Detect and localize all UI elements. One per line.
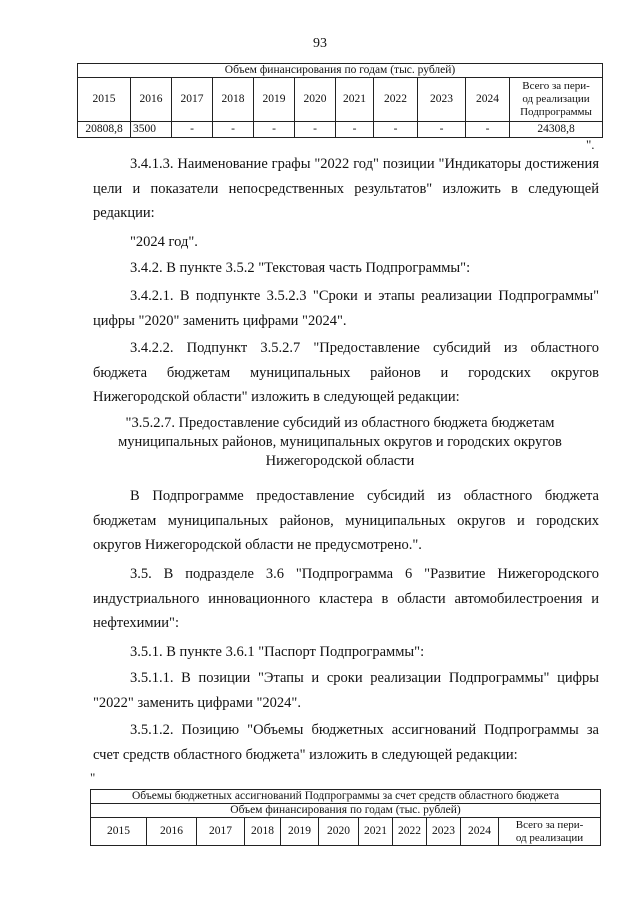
- year-value: 20808,8: [78, 122, 131, 138]
- table-caption: Объем финансирования по годам (тыс. рублей): [78, 64, 603, 78]
- year-value: -: [172, 122, 213, 138]
- paragraph-3-4-1-3: 3.4.1.3. Наименование графы "2022 год" позиции "Индикаторы достижения цели и показатели непосредственных результатов" изложить в следующей редакции:: [93, 156, 599, 221]
- year-header: 2017: [197, 818, 245, 846]
- year-header: 2022: [374, 78, 418, 122]
- paragraph-3-4-2-1: 3.4.2.1. В подпункте 3.5.2.3 "Сроки и этапы реализации Подпрограммы" цифры "2020" заменить цифрами "2024".: [93, 288, 599, 329]
- year-header: 2024: [461, 818, 499, 846]
- year-header: 2018: [213, 78, 254, 122]
- year-header: 2022: [393, 818, 427, 846]
- year-header: 2021: [336, 78, 374, 122]
- year-value: -: [466, 122, 510, 138]
- paragraph-3-5-1-2: 3.5.1.2. Позицию "Объемы бюджетных ассигнований Подпрограммы за счет средств областного бюджета" изложить в следующей редакции:: [93, 722, 599, 763]
- year-header: 2015: [78, 78, 131, 122]
- year-value: 3500: [131, 122, 172, 138]
- page-number: 93: [313, 36, 327, 51]
- financing-table-bottom: [90, 789, 601, 846]
- paragraph-subsidies: В Подпрограмме предоставление субсидий из областного бюджета бюджетам муниципальных районов, муниципальных округов и городских округов Нижегородской области не предусмотрено.".: [93, 488, 599, 553]
- table-caption: Объем финансирования по годам (тыс. рублей): [91, 804, 601, 818]
- total-header-line: од реализации: [522, 93, 590, 105]
- total-header: [510, 78, 603, 122]
- paragraph-3-5: 3.5. В подразделе 3.6 "Подпрограмма 6 "Развитие Нижегородского индустриального инновационного кластера в области автомобилестроения и нефтехимии":: [93, 566, 599, 631]
- year-value: -: [213, 122, 254, 138]
- paragraph-3-4-2-2: 3.4.2.2. Подпункт 3.5.2.7 "Предоставление субсидий из областного бюджета бюджетам муниципальных районов и городских округов Нижегородской области" изложить в следующей редакции:: [93, 340, 599, 405]
- year-value: -: [374, 122, 418, 138]
- year-value: -: [295, 122, 336, 138]
- paragraph-3-5-1-1: 3.5.1.1. В позиции "Этапы и сроки реализации Подпрограммы" цифры "2022" заменить цифрами "2024".: [93, 670, 599, 711]
- paragraph-3-4-2: 3.4.2. В пункте 3.5.2 "Текстовая часть Подпрограммы":: [130, 260, 471, 276]
- opening-quote: ": [90, 770, 96, 785]
- total-header: [499, 818, 601, 846]
- year-value: -: [336, 122, 374, 138]
- total-value: 24308,8: [510, 122, 603, 138]
- paragraph-3-5-1: 3.5.1. В пункте 3.6.1 "Паспорт Подпрограммы":: [130, 644, 425, 660]
- table-title: Объемы бюджетных ассигнований Подпрограммы за счет средств областного бюджета: [91, 790, 601, 804]
- heading-line: Нижегородской области: [265, 453, 415, 469]
- paragraph-2024-year: "2024 год".: [130, 234, 198, 250]
- year-header: 2023: [418, 78, 466, 122]
- financing-table-top: [77, 63, 603, 138]
- year-header: 2016: [147, 818, 197, 846]
- total-header-line: од реализации: [515, 831, 584, 844]
- total-header-line: Подпрограммы: [520, 106, 592, 118]
- year-header: 2015: [91, 818, 147, 846]
- section-heading-3-5-2-7: [80, 414, 600, 471]
- year-header: 2023: [427, 818, 461, 846]
- heading-line: муниципальных районов, муниципальных округов и городских округов: [118, 434, 562, 450]
- heading-line: "3.5.2.7. Предоставление субсидий из областного бюджета бюджетам: [125, 415, 555, 431]
- year-value: -: [418, 122, 466, 138]
- year-header: 2019: [254, 78, 295, 122]
- year-header: 2024: [466, 78, 510, 122]
- closing-quote: ".: [586, 137, 595, 152]
- total-header-line: Всего за пери-: [522, 80, 590, 92]
- year-header: 2019: [281, 818, 319, 846]
- total-header-line: Всего за пери-: [515, 818, 584, 831]
- year-header: 2017: [172, 78, 213, 122]
- year-value: -: [254, 122, 295, 138]
- year-header: 2021: [359, 818, 393, 846]
- year-header: 2020: [319, 818, 359, 846]
- year-header: 2018: [245, 818, 281, 846]
- year-header: 2016: [131, 78, 172, 122]
- year-header: 2020: [295, 78, 336, 122]
